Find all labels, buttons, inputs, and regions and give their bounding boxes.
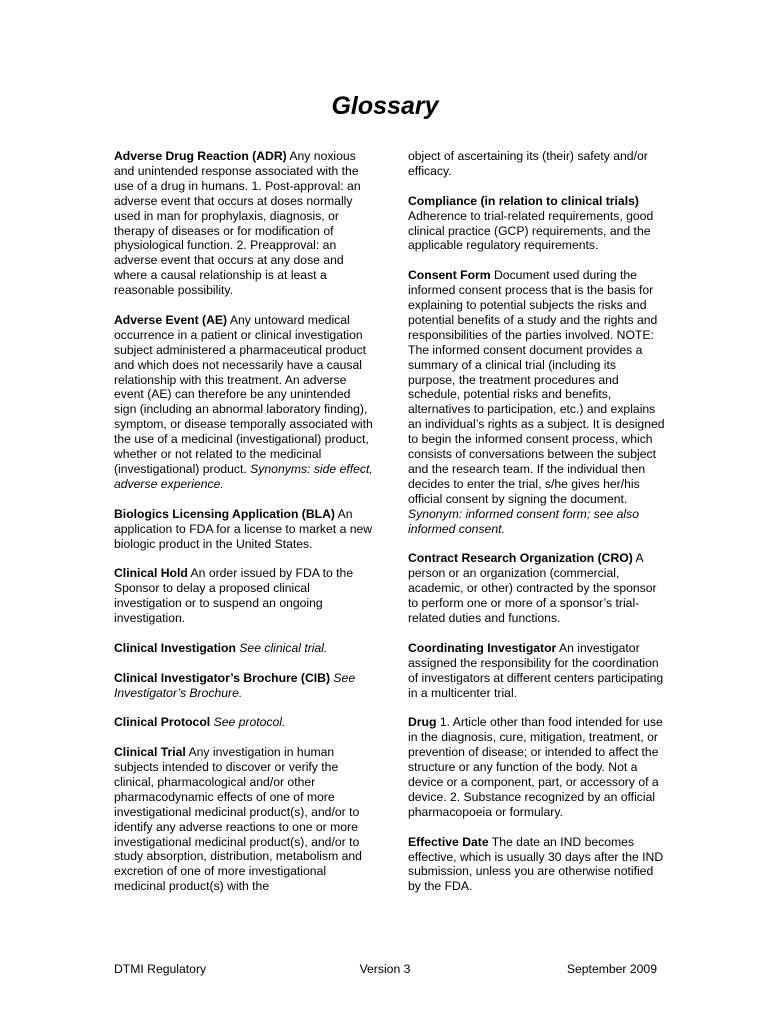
entry-definition: Any noxious and unintended response associated with the use of a drug in humans. 1. Post-approval: an adverse event that occurs at doses normally used in man for prophylaxis, diagnosis, or therapy of diseases or for modification of physiological function. 2. Preapproval: an adverse event that occurs at any dose and where a causal relationship is at least a reasonable possibility. — [114, 149, 361, 298]
glossary-entry-clinical-investigation — [114, 641, 376, 656]
entry-definition: 1. Article other than food intended for use in the diagnosis, cure, mitigation, treatment, or prevention of disease; or intended to affect the structure or any function of the body. Not a device or a component, part, or accessory of a device. 2. Substance recognized by an official pharmacopoeia or formulary. — [408, 715, 663, 819]
glossary-entry-compliance — [408, 194, 666, 254]
entry-definition: Document used during the informed consent process that is the basis for explaining to potential subjects the risks and potential benefits of a study and the rights and responsibilities of the parties involved. NOTE: The informed consent document provides a summary of a clinical trial (including its purpose, the treatment procedures and schedule, potential risks and benefits, alternatives to participation, etc.) and explains an individual’s rights as a subject. It is designed to begin the informed consent process, which consists of conversations between the subject and the research team. If the individual then decides to enter the trial, s/he gives her/his official consent by signing the document. — [408, 268, 665, 506]
entry-term: Drug — [408, 715, 437, 730]
glossary-entry-clinical-hold — [114, 566, 376, 626]
glossary-entry-consent-form — [408, 268, 666, 536]
footer-date: September 2009 — [566, 962, 657, 976]
entry-term: Clinical Protocol — [114, 715, 211, 730]
entry-see-also: See protocol. — [213, 715, 286, 730]
entry-term: Effective Date — [408, 834, 489, 849]
entry-definition: Any investigation in human subjects intended to discover or verify the clinical, pharmacological and/or other pharmacodynamic effects of one of more investigational medicinal product(s), and/or to identify any adverse reactions to one or more investigational medicinal product(s), and/or to study absorption, distribution, metabolism and excretion of one of more investigational medicinal product(s) with the — [114, 745, 362, 894]
entry-term: Adverse Event (AE) — [114, 312, 228, 327]
glossary-entry-continuation — [408, 149, 666, 179]
entry-synonyms: Synonyms: side effect, adverse experience. — [114, 462, 373, 491]
entry-term: Contract Research Organization (CRO) — [408, 551, 633, 566]
entry-term: Biologics Licensing Application (BLA) — [114, 506, 335, 521]
entry-definition: A person or an organization (commercial, academic, or other) contracted by the sponsor to perform one or more of a sponsor’s trial-related duties and functions. — [408, 551, 657, 626]
entry-term: Clinical Investigator’s Brochure (CIB) — [114, 670, 331, 685]
entry-term: Clinical Hold — [114, 566, 188, 581]
entry-definition: object of ascertaining its (their) safety and/or efficacy. — [408, 149, 648, 178]
glossary-entry-clinical-protocol — [114, 715, 376, 730]
entry-synonyms: Synonym: informed consent form; see also informed consent. — [408, 506, 639, 536]
entry-see-also: See Investigator’s Brochure. — [114, 670, 356, 700]
glossary-entry-clinical-trial — [114, 745, 376, 894]
entry-definition: An investigator assigned the responsibility for the coordination of investigators at different centers participating in a multicenter trial. — [408, 640, 664, 700]
glossary-entry-cro — [408, 551, 666, 626]
right-column — [408, 149, 666, 909]
glossary-entry-ae — [114, 313, 376, 492]
footer-organization: DTMI Regulatory — [114, 962, 207, 976]
entry-definition: An order issued by FDA to the Sponsor to delay a proposed clinical investigation or to suspend an ongoing investigation. — [114, 566, 354, 626]
glossary-entry-cib — [114, 671, 376, 701]
glossary-entry-bla — [114, 507, 376, 552]
entry-term: Consent Form — [408, 268, 491, 283]
entry-term: Compliance (in relation to clinical trials) — [408, 193, 639, 208]
entry-definition: An application to FDA for a license to market a new biologic product in the United States. — [114, 506, 373, 551]
footer-version: Version 3 — [359, 962, 411, 976]
glossary-entry-drug — [408, 715, 666, 819]
entry-definition: Adherence to trial-related requirements, good clinical practice (GCP) requirements, and the applicable regulatory requirements. — [408, 208, 654, 253]
entry-see-also: See clinical trial. — [239, 640, 328, 655]
entry-term: Clinical Trial — [114, 745, 186, 760]
page-title: Glossary — [331, 92, 439, 120]
left-column — [114, 149, 376, 909]
glossary-entry-effective-date — [408, 835, 666, 895]
glossary-entry-adr — [114, 149, 376, 298]
glossary-entry-coordinating-investigator — [408, 641, 666, 701]
entry-definition: Any untoward medical occurrence in a patient or clinical investigation subject administered a pharmaceutical product and which does not necessarily have a causal relationship with this treatment. An adverse event (AE) can therefore be any unintended sign (including an abnormal laboratory finding), symptom, or disease temporally associated with the use of a medicinal (investigational) product, whether or not related to the medicinal (investigational) product. — [114, 312, 373, 477]
entry-term: Adverse Drug Reaction (ADR) — [114, 149, 287, 163]
entry-term: Clinical Investigation — [114, 640, 236, 655]
entry-term: Coordinating Investigator — [408, 640, 557, 655]
entry-definition: The date an IND becomes effective, which is usually 30 days after the IND submission, unless you are otherwise notified by the FDA. — [408, 834, 664, 894]
